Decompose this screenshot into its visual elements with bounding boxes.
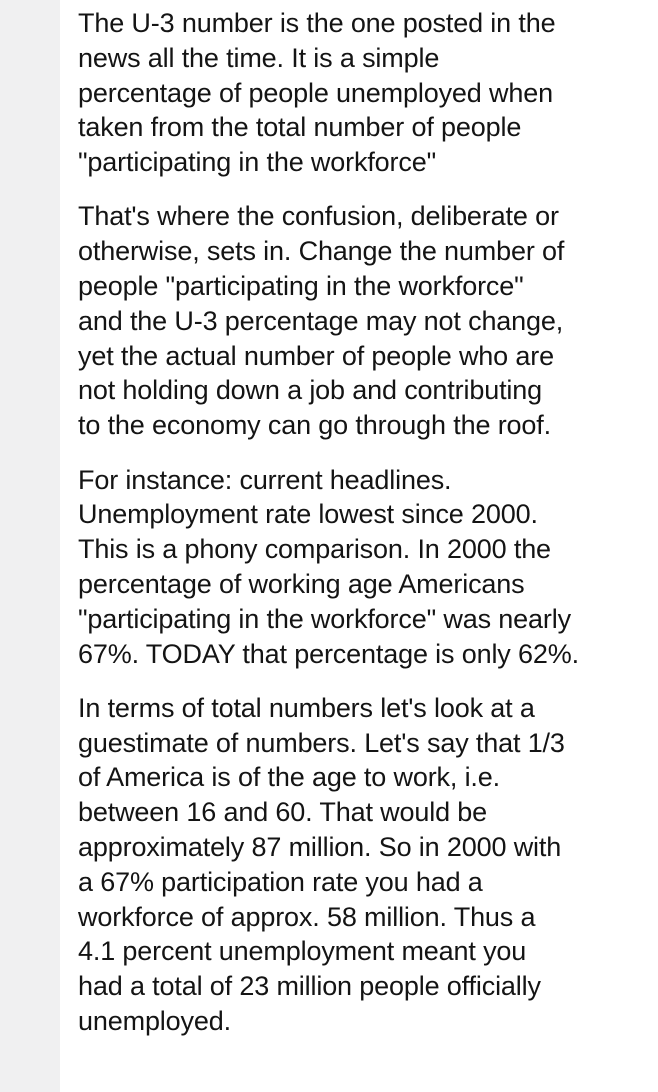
comment-text bbox=[78, 6, 654, 1039]
paragraph-confusion: That's where the confusion, deliberate or otherwise, sets in. Change the number of people "participating in the workforce" and the U-3 percentage may not change, yet the actual number of people who are not holding down a job and contributing to the economy can go through the roof. bbox=[78, 201, 565, 441]
left-gutter bbox=[0, 0, 60, 1092]
paragraph-total-numbers: In terms of total numbers let's look at a guestimate of numbers. Let's say that 1/3 of America is of the age to work, i.e. between 16 and 60. That would be approximately 87 million. So in 2000 with a 67% participation rate you had a workforce of approx. 58 million. Thus a 4.1 percent unemployment meant you had a total of 23 million people officially unemployed. bbox=[78, 692, 565, 1037]
paragraph-headlines: For instance: current headlines. Unemployment rate lowest since 2000. This is a phony comparison. In 2000 the percentage of working age Americans "participating in the workforce" was nearly 67%. TODAY that percentage is only 62%. bbox=[78, 464, 579, 669]
comment-body bbox=[60, 0, 658, 1092]
paragraph-u3-definition: The U-3 number is the one posted in the news all the time. It is a simple percentage of people unemployed when taken from the total number of people "participating in the workforce" bbox=[78, 8, 556, 178]
